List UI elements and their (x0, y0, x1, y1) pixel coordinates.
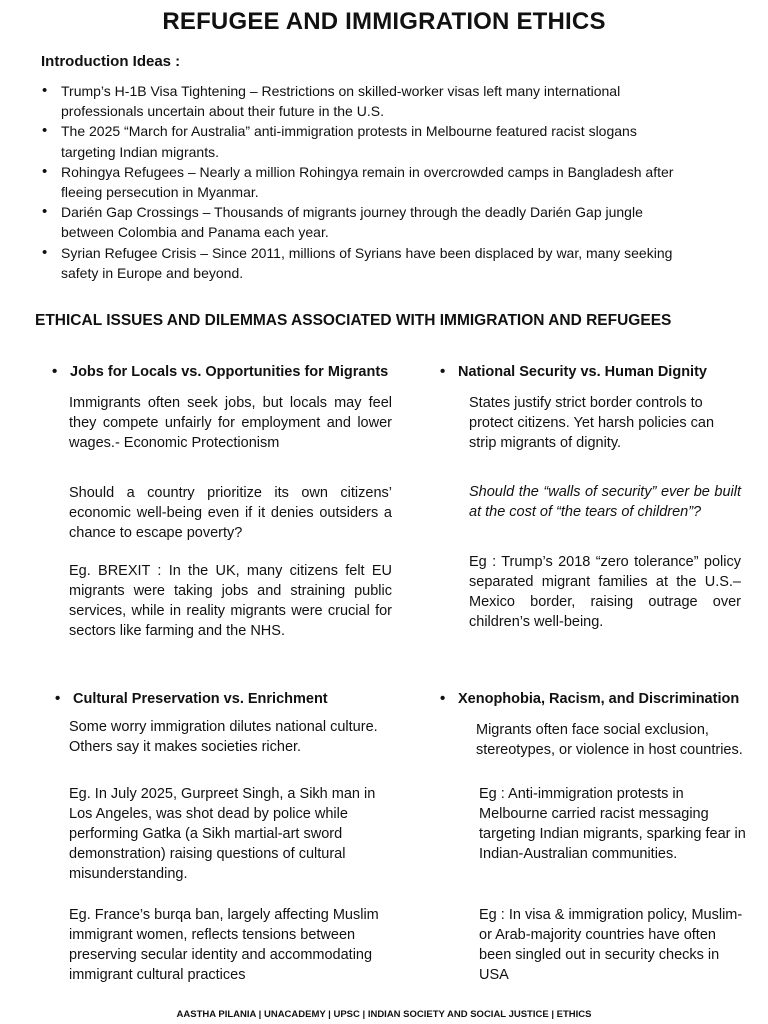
intro-item: • Trump’s H-1B Visa Tightening – Restrictions on skilled-worker visas left many international professionals uncertain about their future in the U.S. (40, 81, 680, 121)
jobs-heading (52, 363, 388, 380)
xenophobia-paragraph-3: Eg : In visa & immigration policy, Muslim- or Arab-majority countries have often been singled out in security checks in USA (479, 907, 743, 983)
issues-heading: ETHICAL ISSUES AND DILEMMAS ASSOCIATED WITH IMMIGRATION AND REFUGEES (35, 312, 672, 329)
security-heading (440, 363, 707, 380)
intro-list (40, 81, 680, 283)
jobs-paragraph-1: Immigrants often seek jobs, but locals may feel they compete unfairly for employment and lower wages.- Economic Protectionism (69, 395, 392, 451)
security-heading-text: National Security vs. Human Dignity (458, 364, 707, 380)
footer: AASTHA PILANIA | UNACADEMY | UPSC | INDIAN SOCIETY AND SOCIAL JUSTICE | ETHICS (176, 1009, 592, 1020)
page-title: REFUGEE AND IMMIGRATION ETHICS (162, 8, 606, 35)
culture-heading-text: Cultural Preservation vs. Enrichment (73, 691, 328, 707)
bullet-icon: • (440, 690, 446, 707)
intro-item: • Syrian Refugee Crisis – Since 2011, millions of Syrians have been displaced by war, many seeking safety in Europe and beyond. (40, 243, 680, 283)
security-paragraph-2: Should the “walls of security” ever be built at the cost of “the tears of children”? (469, 484, 741, 520)
bullet-icon: • (52, 363, 58, 380)
culture-paragraph-2: Eg. In July 2025, Gurpreet Singh, a Sikh man in Los Angeles, was shot dead by police while performing Gatka (a Sikh martial-art sword demonstration) raising questions of cultural misunderstanding. (69, 786, 376, 882)
culture-paragraph-1: Some worry immigration dilutes national culture. Others say it makes societies richer. (69, 719, 378, 755)
intro-item: • The 2025 “March for Australia” anti-immigration protests in Melbourne featured racist slogans targeting Indian migrants. (40, 121, 680, 161)
intro-heading: Introduction Ideas : (41, 53, 181, 70)
jobs-paragraph-2: Should a country prioritize its own citizens’ economic well-being even if it denies outsiders a chance to escape poverty? (69, 485, 392, 541)
culture-paragraph-3: Eg. France’s burqa ban, largely affecting Muslim immigrant women, reflects tensions between preserving secular identity and accommodating immigrant cultural practices (69, 907, 379, 983)
intro-item: • Rohingya Refugees – Nearly a million Rohingya remain in overcrowded camps in Bangladesh after fleeing persecution in Myanmar. (40, 162, 680, 202)
culture-heading (55, 690, 328, 707)
xenophobia-paragraph-1: Migrants often face social exclusion, stereotypes, or violence in host countries. (476, 722, 743, 758)
security-paragraph-3: Eg : Trump’s 2018 “zero tolerance” policy separated migrant families at the U.S.–Mexico border, raising outrage over children’s well-being. (469, 554, 741, 630)
jobs-heading-text: Jobs for Locals vs. Opportunities for Migrants (70, 364, 389, 380)
xenophobia-heading-text: Xenophobia, Racism, and Discrimination (458, 691, 740, 707)
xenophobia-heading (440, 690, 739, 707)
jobs-paragraph-3: Eg. BREXIT : In the UK, many citizens felt EU migrants were taking jobs and straining public services, while in reality migrants were crucial for sectors like farming and the NHS. (69, 563, 392, 639)
security-paragraph-1: States justify strict border controls to protect citizens. Yet harsh policies can strip migrants of dignity. (469, 395, 715, 451)
bullet-icon: • (440, 363, 446, 380)
xenophobia-paragraph-2: Eg : Anti-immigration protests in Melbourne carried racist messaging targeting Indian migrants, sparking fear in Indian-Australian communities. (479, 786, 746, 862)
bullet-icon: • (55, 690, 61, 707)
intro-item: • Darién Gap Crossings – Thousands of migrants journey through the deadly Darién Gap jungle between Colombia and Panama each year. (40, 202, 680, 242)
